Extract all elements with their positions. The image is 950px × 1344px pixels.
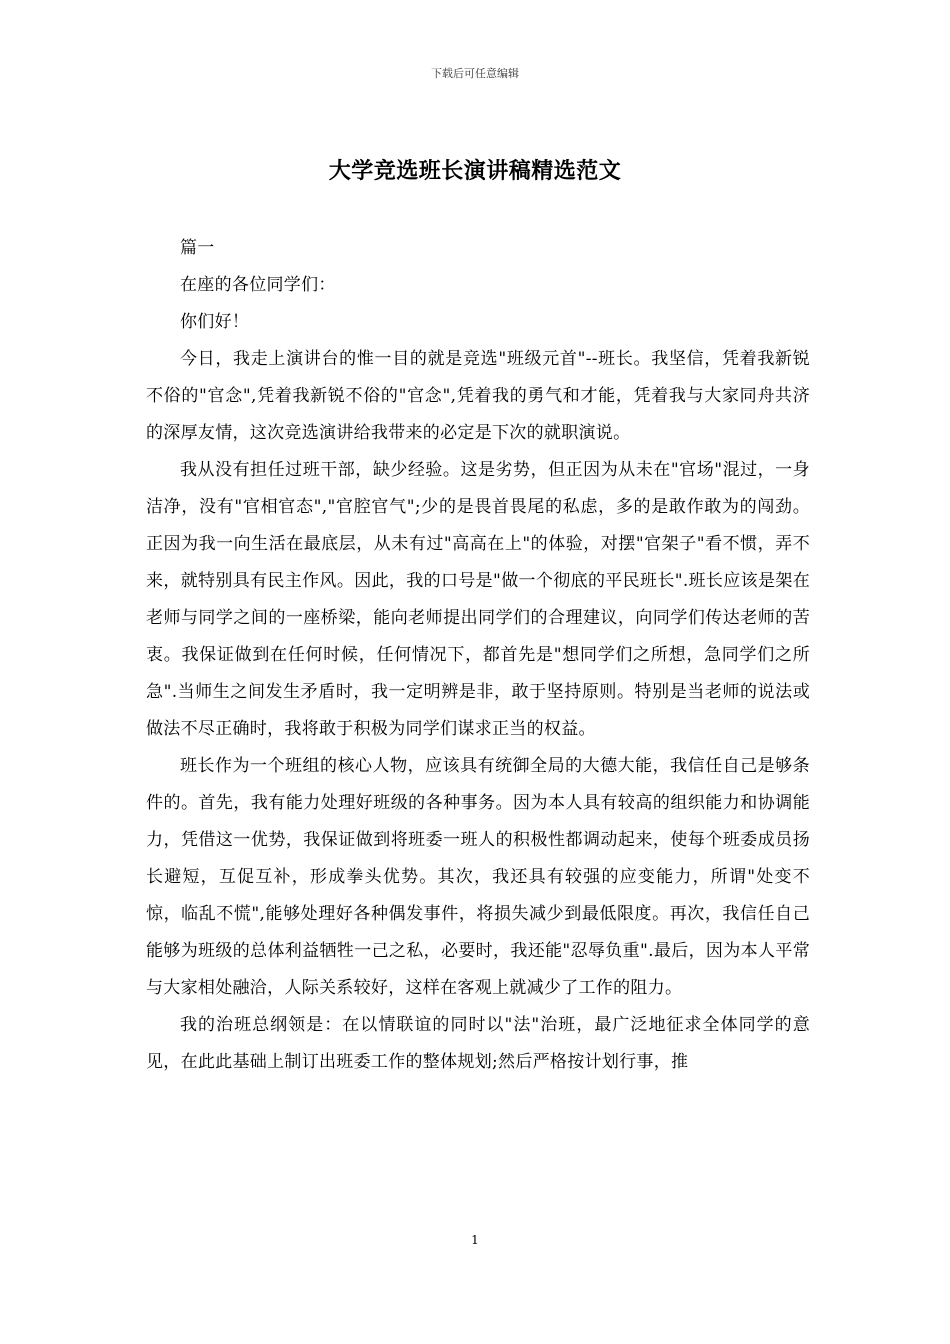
paragraph-greeting: 你们好！ xyxy=(180,312,250,332)
page-header: 下载后可任意编辑 xyxy=(431,67,519,80)
paragraph: 我从没有担任过班干部，缺少经验。这是劣势，但正因为从未在"官场"混过，一身洁净，没有"官相官态","官腔官气";少的是畏首畏尾的私虑，多的是敢作敢为的闯劲。正因为我一向生活在最底层，从未有过"高高在上"的体验，对摆"官架子"看不惯，弄不来，就特别具有民主作风。因此，我的口号是"做一个彻底的平民班长".班长应该是架在老师与同学之间的一座桥梁，能向老师提出同学们的合理建议，向同学们传达老师的苦衷。我保证做到在任何时候，任何情况下，都首先是"想同学们之所想，急同学们之所急".当师生之间发生矛盾时，我一定明辨是非，敢于坚持原则。特别是当老师的说法或做法不尽正确时，我将敢于积极为同学们谋求正当的权益。 xyxy=(146,460,810,739)
paragraph: 班长作为一个班组的核心人物，应该具有统御全局的大德大能，我信任自己是够条件的。首先，我有能力处理好班级的各种事务。因为本人具有较高的组织能力和协调能力，凭借这一优势，我保证做到将班委一班人的积极性都调动起来，使每个班委成员扬长避短，互促互补，形成拳头优势。其次，我还具有较强的应变能力，所谓"处变不惊，临乱不慌",能够处理好各种偶发事件，将损失减少到最低限度。再次，我信任自己能够为班级的总体利益牺牲一己之私，必要时，我还能"忍辱负重".最后，因为本人平常与大家相处融洽，人际关系较好，这样在客观上就减少了工作的阻力。 xyxy=(146,756,810,998)
page-number: 1 xyxy=(471,1233,479,1247)
document-title: 大学竞选班长演讲稿精选范文 xyxy=(328,158,622,184)
paragraph-salutation: 在座的各位同学们： xyxy=(180,275,336,295)
document-body xyxy=(146,230,810,1081)
paragraph: 今日，我走上演讲台的惟一目的就是竞选"班级元首"--班长。我坚信，凭着我新锐不俗的"官念",凭着我新锐不俗的"官念",凭着我的勇气和才能，凭着我与大家同舟共济的深厚友情，这次竞选演讲给我带来的必定是下次的就职演说。 xyxy=(146,349,810,443)
paragraph: 我的治班总纲领是：在以情联谊的同时以"法"治班，最广泛地征求全体同学的意见，在此此基础上制订出班委工作的整体规划;然后严格按计划行事，推 xyxy=(146,1015,810,1072)
paragraph-section-label: 篇一 xyxy=(180,238,215,258)
